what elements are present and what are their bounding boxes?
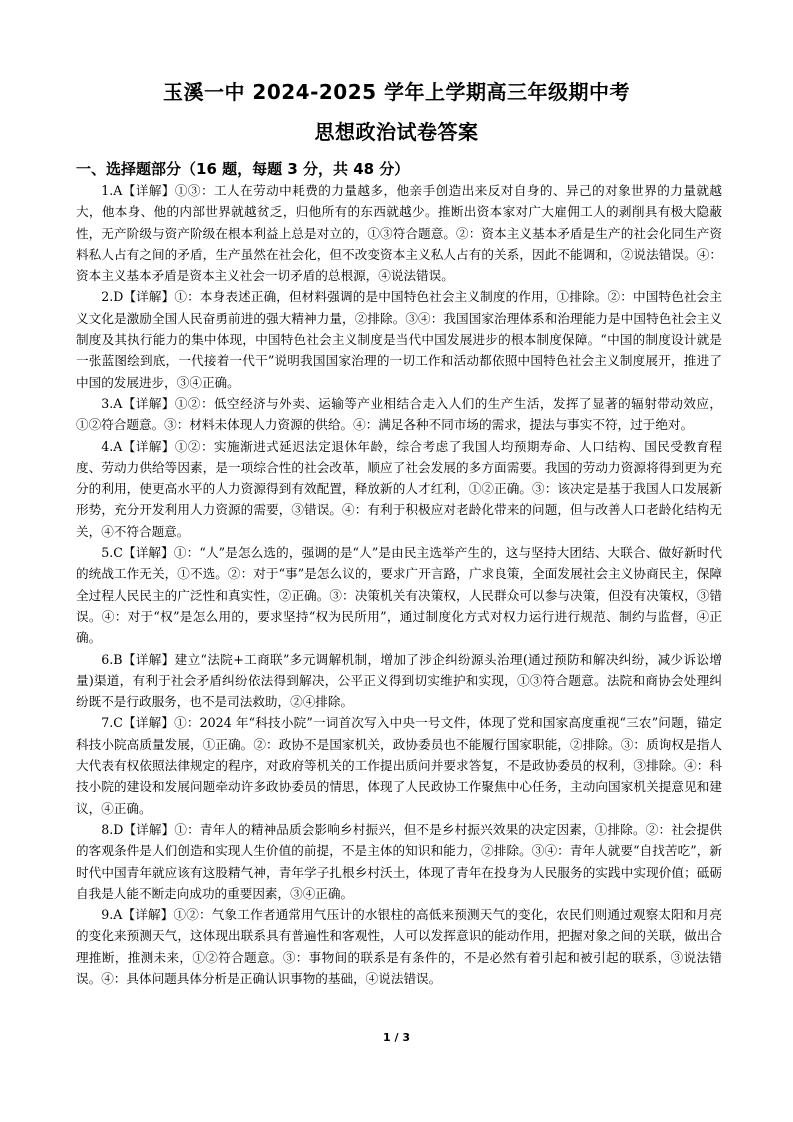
answer-text: ①②：气象工作者通常用气压计的水银柱的高低来预测天气的变化，农民们则通过观察太阳和月亮的变化来预测天气，这体现出联系具有普遍性和客观性，人可以发挥意识的能动作用，把握对象之间的关联，做出合理推断，推测未来，①②符合题意。③：事物间的联系是有条件的，不是必然有着引起和被引起的联系，③说法错误。④：具体问题具体分析是正确认识事物的基础，④说法错误。: [76, 907, 723, 986]
page-number: 1 / 3: [383, 1031, 410, 1044]
answer-label: 7.C【详解】: [101, 715, 175, 731]
answer-label: 9.A【详解】: [101, 907, 174, 923]
answer-text: ①：“人”是怎么选的，强调的是“人”是由民主选举产生的，这与坚持大团结、大联合、做好新时代的统战工作无关，①不选。②：对于“事”是怎么议的，要求广开言路，广求良策，全面发展社会主义协商民主，保障全过程人民民主的广泛性和真实性，②正确。③：决策机关有决策权，人民群众可以参与决策，但没有决策权，③错误。④：对于“权”是怎么用的，要求坚持“权为民所用”，通过制度化方式对权力运行进行规范、制约与监督，④正确。: [76, 545, 722, 646]
answer-item: [76, 819, 722, 904]
answer-item: [76, 286, 722, 392]
answer-text: ①：2024 年“科技小院”一词首次写入中央一号文件，体现了党和国家高度重视“三农”问题，锚定科技小院高质量发展，①正确。②：政协不是国家机关，政协委员也不能履行国家职能，②排除。③：质询权是指人大代表有权依照法律规定的程序，对政府等机关的工作提出质问并要求答复，不是政协委员的权利，③排除。④：科技小院的建设和发展问题牵动许多政协委员的情思，体现了人民政协工作聚焦中心任务，主动向国家机关提意见和建议，④正确。: [76, 715, 722, 816]
document-title: 玉溪一中 2024-2025 学年上学期高三年级期中考: [162, 80, 631, 104]
answer-label: 5.C【详解】: [101, 545, 174, 561]
answer-label: 1.A【详解】: [101, 183, 175, 198]
answer-item: [76, 542, 722, 648]
answer-text: ①②：低空经济与外卖、运输等产业相结合走入人们的生产生活，发挥了显著的辐射带动效应，①②符合题意。③：材料未体现人力资源的供给。④：满足各种不同市场的需求，提法与事实不符，过于绝对。: [76, 395, 722, 433]
answer-item: [76, 393, 722, 436]
answer-item: [76, 649, 722, 713]
section-heading: 一、选择题部分（16 题，每题 3 分，共 48 分）: [76, 160, 410, 178]
answer-item: [76, 180, 722, 286]
answer-text: ①：青年人的精神品质会影响乡村振兴，但不是乡村振兴效果的决定因素，①排除。②：社会提供的客观条件是人们创造和实现人生价值的前提，不是主体的知识和能力，②排除。③④：青年人就要“自找苦吃”，新时代中国青年就应该有这股精气神，青年学子扎根乡村沃土，体现了青年在投身为人民服务的实践中实现价值；砥砺自我是人能不断走向成功的重要因素，③④正确。: [76, 821, 722, 901]
document-subtitle: 思想政治试卷答案: [314, 120, 479, 144]
answer-item: [76, 904, 722, 989]
answer-label: 3.A【详解】: [101, 395, 175, 411]
answer-text: ①②：实施渐进式延迟法定退休年龄，综合考虑了我国人均预期寿命、人口结构、国民受教育程度、劳动力供给等因素，是一项综合性的社会改革，顺应了社会发展的多方面需要。我国的劳动力资源将得到更为充分的利用，使更高水平的人力资源得到有效配置，释放新的人才红利，①②正确。③：该决定是基于我国人口发展新形势，充分开发利用人力资源的需要，③错误。④：有利于积极应对老龄化带来的问题，但与改善人口老龄化结构无关，④不符合题意。: [76, 438, 722, 539]
answer-item: [76, 436, 722, 542]
answer-label: 6.B【详解】: [101, 651, 175, 667]
answer-label: 2.D【详解】: [101, 289, 175, 305]
answer-text: ①③：工人在劳动中耗费的力量越多，他亲手创造出来反对自身的、异己的对象世界的力量就越大，他本身、他的内部世界就越贫乏，归他所有的东西就越少。推断出资本家对广大雇佣工人的剥削具有极大隐蔽性，无产阶级与资产阶级在根本利益上总是对立的，①③符合题意。②：资本主义基本矛盾是生产的社会化同生产资料私人占有之间的矛盾，生产虽然在社会化，但不改变资本主义私人占有的关系，因此不能调和，②说法错误。④：资本主义基本矛盾是资本主义社会一切矛盾的总根源，④说法错误。: [76, 183, 722, 284]
answer-label: 8.D【详解】: [101, 821, 175, 837]
answer-label: 4.A【详解】: [101, 438, 175, 454]
answer-list: [76, 180, 722, 989]
answer-text: 建立“法院+工商联”多元调解机制，增加了涉企纠纷源头治理(通过预防和解决纠纷，减少诉讼增量)渠道，有利于社会矛盾纠纷依法得到解决，公平正义得到切实维护和实现，①③符合题意。法院和商协会处理纠纷既不是行政服务，也不是司法救助，②④排除。: [76, 651, 723, 710]
answer-item: [76, 712, 722, 818]
answer-text: ①：本身表述正确，但材料强调的是中国特色社会主义制度的作用，①排除。②：中国特色社会主义文化是激励全国人民奋勇前进的强大精神力量，②排除。③④：我国国家治理体系和治理能力是中国特色社会主义制度及其执行能力的集中体现，中国特色社会主义制度是当代中国发展进步的根本制度保障。“中国的制度设计就是一张蓝图绘到底，一代接着一代干”说明我国国家治理的一切工作和活动都依照中国特色社会主义制度展开，推进了中国的发展进步，③④正确。: [76, 289, 722, 390]
